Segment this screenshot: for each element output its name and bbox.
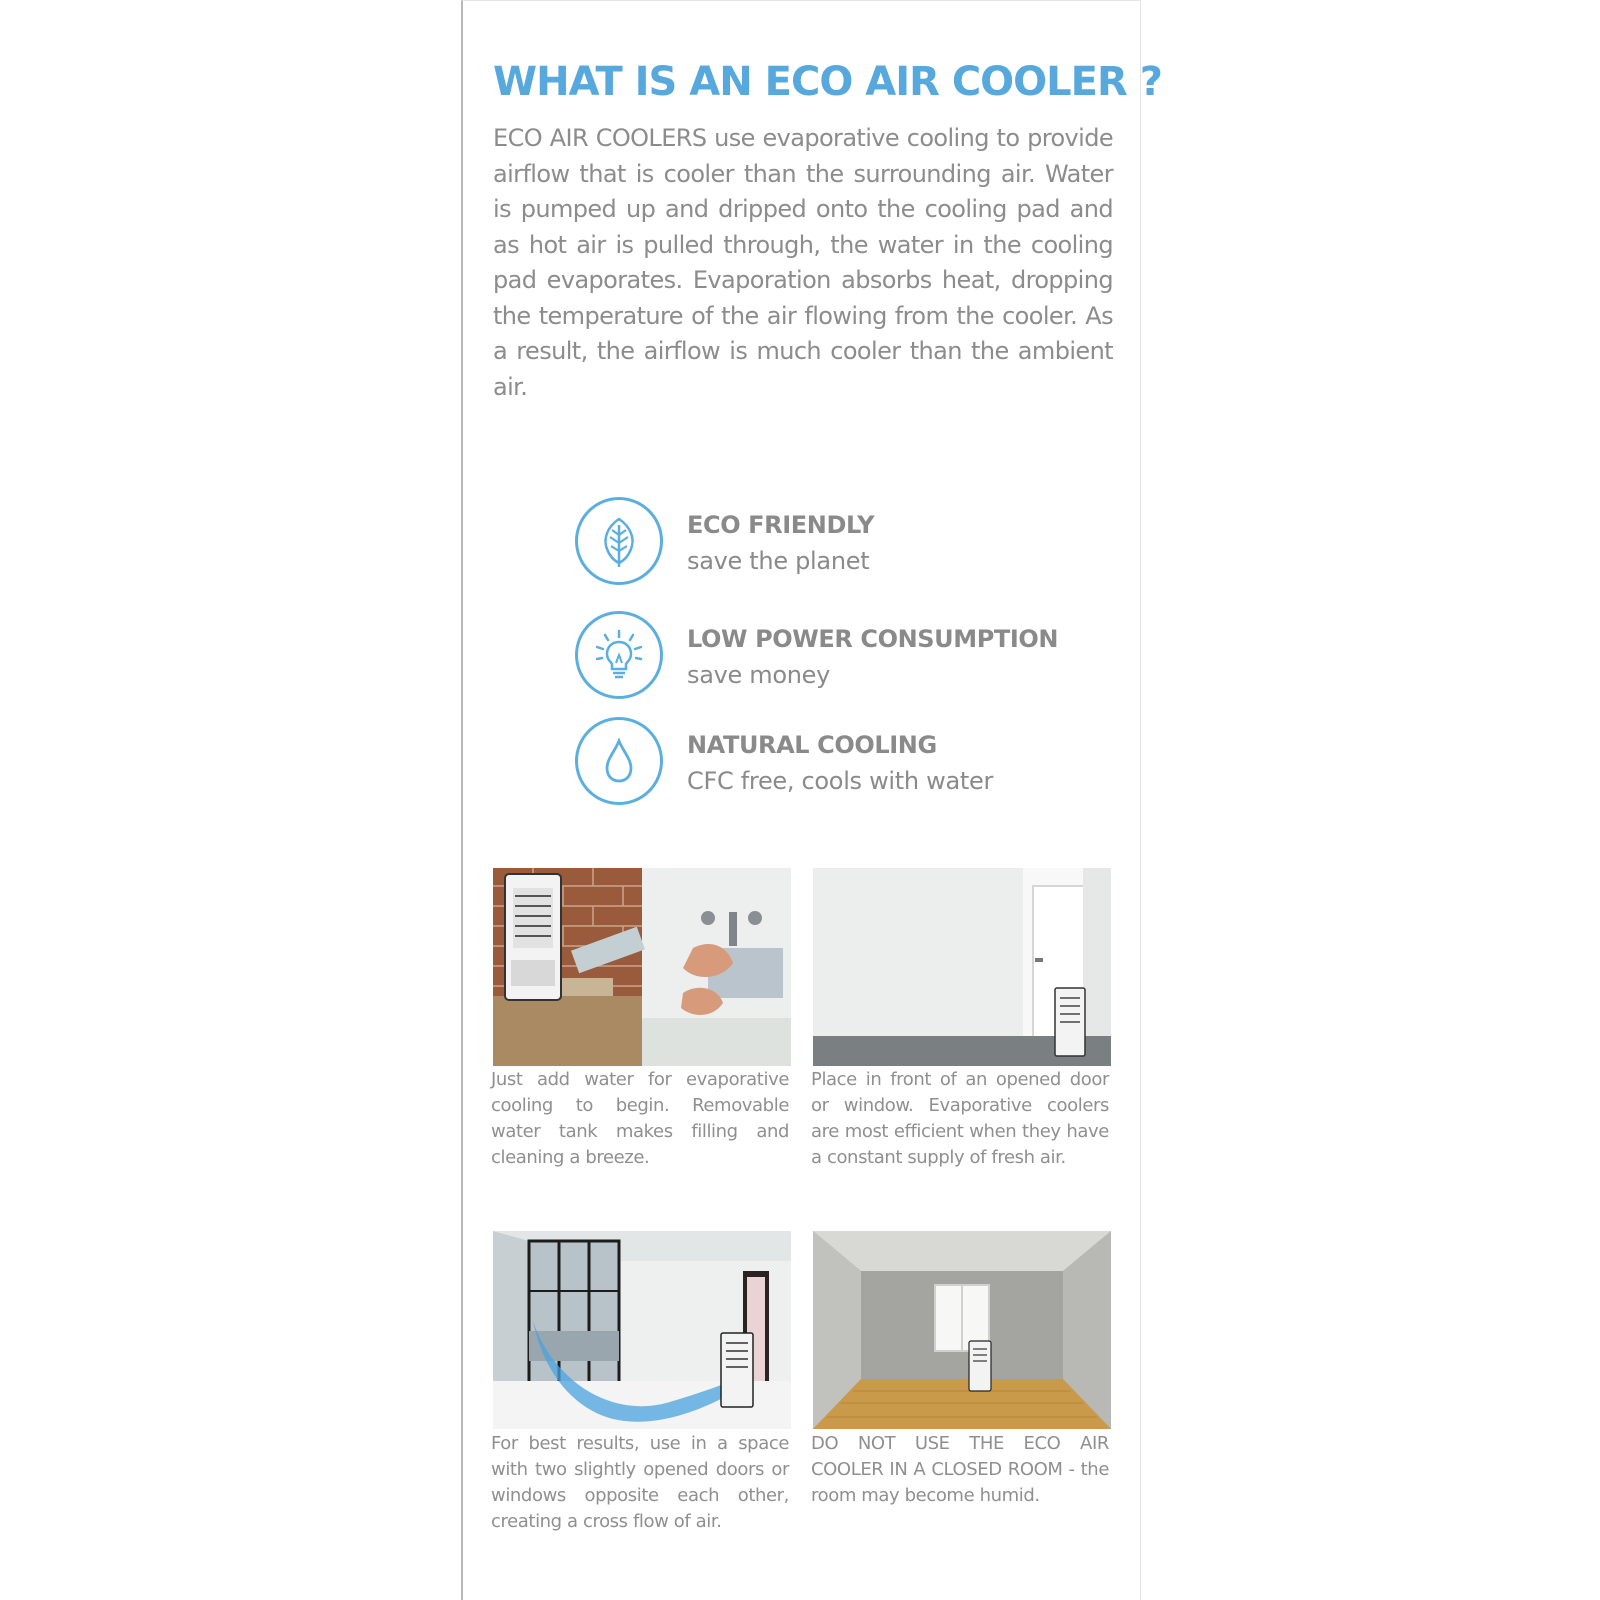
photo-closed-room [813, 1231, 1111, 1429]
feature-low-power [575, 611, 1095, 707]
photo-filling-water-tank [493, 868, 791, 1066]
feature-subtitle: save money [687, 661, 831, 689]
photo-open-door [813, 868, 1111, 1066]
photo-caption: DO NOT USE THE ECO AIR COOLER IN A CLOSED ROOM - the room may become humid. [811, 1433, 1109, 1506]
photo-caption: Just add water for evaporative cooling to begin. Removable water tank makes filling and cleaning a breeze. [491, 1069, 789, 1168]
photo-cross-flow [493, 1231, 791, 1429]
photo-caption: Place in front of an opened door or window. Evaporative coolers are most efficient when they have a constant supply of fresh air. [811, 1069, 1109, 1168]
lightbulb-icon [575, 611, 663, 699]
leaf-icon [575, 497, 663, 585]
feature-title: ECO FRIENDLY [687, 511, 875, 539]
intro-paragraph: ECO AIR COOLERS use evaporative cooling to provide airflow that is cooler than the surrounding air. Water is pumped up and dripped onto the cooling pad and as hot air is pulled through, the water in the cooling pad evaporates. Evaporation absorbs heat, dropping the temperature of the air flowing from the cooler. As a result, the airflow is much cooler than the ambient air. [493, 124, 1113, 401]
feature-title: LOW POWER CONSUMPTION [687, 625, 1059, 653]
feature-title: NATURAL COOLING [687, 731, 937, 759]
photo-caption: For best results, use in a space with two slightly opened doors or windows opposite each other, creating a cross flow of air. [491, 1433, 789, 1532]
feature-eco-friendly [575, 497, 1095, 593]
feature-subtitle: save the planet [687, 547, 870, 575]
water-drop-icon [575, 717, 663, 805]
feature-subtitle: CFC free, cools with water [687, 767, 994, 795]
brochure-page [461, 0, 1162, 1600]
feature-natural-cooling [575, 717, 1095, 813]
page-title: WHAT IS AN ECO AIR COOLER ? [493, 59, 1162, 105]
